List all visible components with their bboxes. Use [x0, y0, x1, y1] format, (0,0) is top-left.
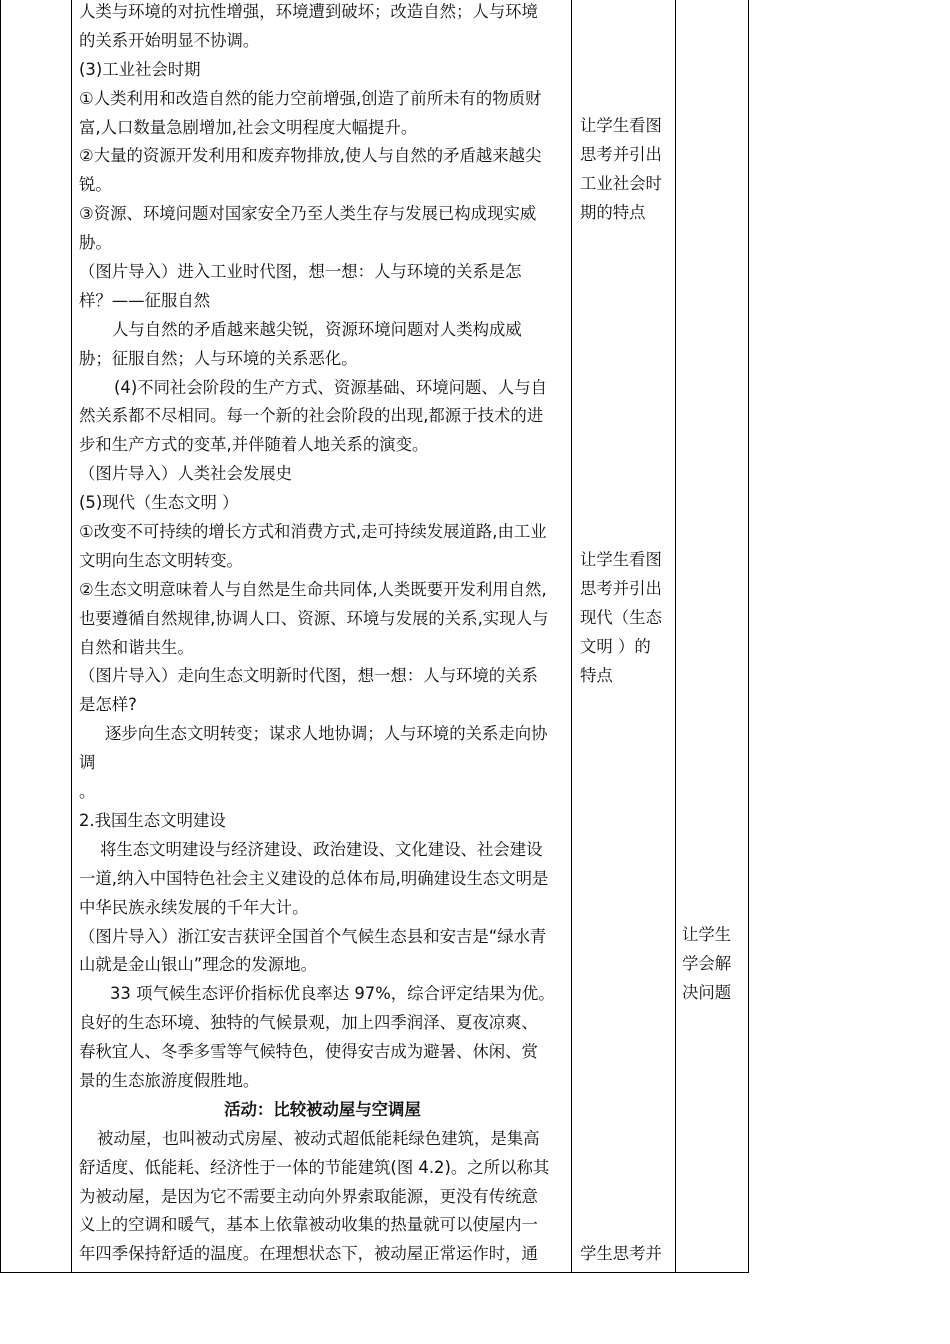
- content-line: ③资源、环境问题对国家安全乃至人类生存与发展已构成现实威: [79, 204, 537, 224]
- design-note-line: 思考并引出: [580, 144, 662, 164]
- design-note-line: 期的特点: [580, 202, 646, 222]
- content-line: 将生态文明建设与经济建设、政治建设、文化建设、社会建设: [100, 839, 543, 859]
- content-line: 然关系都不尽相同。每一个新的社会阶段的出现,都源于技术的进: [79, 406, 544, 426]
- content-line: ①人类利用和改造自然的能力空前增强,创造了前所未有的物质财: [79, 88, 542, 108]
- activity-title: 活动：比较被动屋与空调屋: [224, 1099, 421, 1119]
- content-line: 。: [79, 782, 96, 802]
- content-line: 景的生态旅游度假胜地。: [79, 1070, 260, 1090]
- content-line: 人类与环境的对抗性增强，环境遭到破坏；改造自然；人与环境: [79, 2, 538, 21]
- content-line: 一道,纳入中国特色社会主义建设的总体布局,明确建设生态文明是: [79, 868, 549, 888]
- content-line: 中华民族永续发展的千年大计。: [79, 897, 309, 917]
- content-line: ①改变不可持续的增长方式和消费方式,走可持续发展道路,由工业: [79, 522, 547, 542]
- table-divider-2: [571, 0, 572, 1273]
- table-border-bottom: [0, 1272, 749, 1273]
- content-line: （图片导入）浙江安吉获评全国首个气候生态县和安吉是“绿水青: [79, 926, 547, 946]
- content-line: 为被动屋，是因为它不需要主动向外界索取能源，更没有传统意: [79, 1186, 538, 1206]
- content-line: 自然和谐共生。: [79, 637, 194, 657]
- intent-note-line: 让学生: [682, 925, 732, 944]
- content-line: ②大量的资源开发利用和废弃物排放,使人与自然的矛盾越来越尖: [79, 146, 542, 166]
- section-heading: (3)工业社会时期: [79, 59, 201, 79]
- content-line: 舒适度、低能耗、经济性于一体的节能建筑(图 4.2)。之所以称其: [79, 1157, 550, 1177]
- content-line: （图片导入）人类社会发展史: [79, 464, 293, 484]
- content-line: 是怎样?: [79, 695, 137, 715]
- design-note-line: 特点: [580, 665, 613, 685]
- content-line: 样？——征服自然: [79, 290, 211, 310]
- content-line: 锐。: [79, 175, 112, 195]
- design-note-line: 现代（生态: [580, 607, 662, 627]
- table-divider-3: [675, 0, 676, 1273]
- content-line: 义上的空调和暖气，基本上依靠被动收集的热量就可以使屋内一: [79, 1215, 538, 1235]
- section-heading: (4)不同社会阶段的生产方式、资源基础、环境问题、人与自: [114, 377, 547, 397]
- content-line: （图片导入）走向生态文明新时代图，想一想：人与环境的关系: [79, 666, 538, 686]
- content-line: 富,人口数量急剧增加,社会文明程度大幅提升。: [79, 117, 418, 137]
- content-line: 的关系开始明显不协调。: [79, 30, 260, 50]
- design-note-line: 学生思考并: [580, 1244, 662, 1263]
- content-line: 胁；征服自然；人与环境的关系恶化。: [79, 348, 358, 368]
- content-line: （图片导入）进入工业时代图，想一想：人与环境的关系是怎: [79, 262, 522, 282]
- section-heading: (5)现代（生态文明 ）: [79, 493, 239, 513]
- content-line: 逐步向生态文明转变；谋求人地协调；人与环境的关系走向协: [105, 724, 548, 744]
- design-note-line: 让学生看图: [580, 116, 662, 135]
- table-border-right: [748, 0, 749, 1273]
- design-note-industrial: [580, 112, 668, 228]
- content-line: 人与自然的矛盾越来越尖锐，资源环境问题对人类构成威: [112, 319, 522, 339]
- content-line: 文明向生态文明转变。: [79, 550, 243, 570]
- content-line: 被动屋，也叫被动式房屋、被动式超低能耗绿色建筑，是集高: [97, 1128, 540, 1148]
- intent-note: [682, 921, 742, 1008]
- content-line: 年四季保持舒适的温度。在理想状态下，被动屋正常运作时，通: [79, 1244, 538, 1264]
- intent-note-line: 决问题: [682, 982, 732, 1002]
- content-line: 也要遵循自然规律,协调人口、资源、环境与发展的关系,实现人与: [79, 608, 549, 628]
- design-note-line: 思考并引出: [580, 578, 662, 598]
- table-border-left: [0, 0, 1, 1273]
- table-divider-1: [71, 0, 72, 1273]
- content-line: 春秋宜人、冬季多雪等气候特色，使得安吉成为避暑、休闲、赏: [79, 1042, 538, 1062]
- content-line: 良好的生态环境、独特的气候景观，加上四季润泽、夏夜凉爽、: [79, 1013, 538, 1033]
- section-heading: 2.我国生态文明建设: [79, 810, 226, 830]
- design-note-line: 让学生看图: [580, 550, 662, 569]
- teaching-content-column: [79, 0, 566, 1269]
- intent-note-line: 学会解: [682, 953, 732, 973]
- content-line: 胁。: [79, 233, 112, 253]
- content-line: 步和生产方式的变革,并伴随着人地关系的演变。: [79, 435, 429, 455]
- content-line: ②生态文明意味着人与自然是生命共同体,人类既要开发利用自然,: [79, 579, 547, 599]
- content-line: 33 项气候生态评价指标优良率达 97%，综合评定结果为优。: [110, 984, 555, 1004]
- design-note-line: 工业社会时: [580, 173, 662, 193]
- design-note-line: 文明 ）的: [580, 636, 651, 656]
- design-note-modern: [580, 546, 668, 690]
- design-note-activity: [580, 1240, 668, 1269]
- content-line: 调: [79, 753, 96, 773]
- content-line: 山就是金山银山”理念的发源地。: [79, 955, 317, 975]
